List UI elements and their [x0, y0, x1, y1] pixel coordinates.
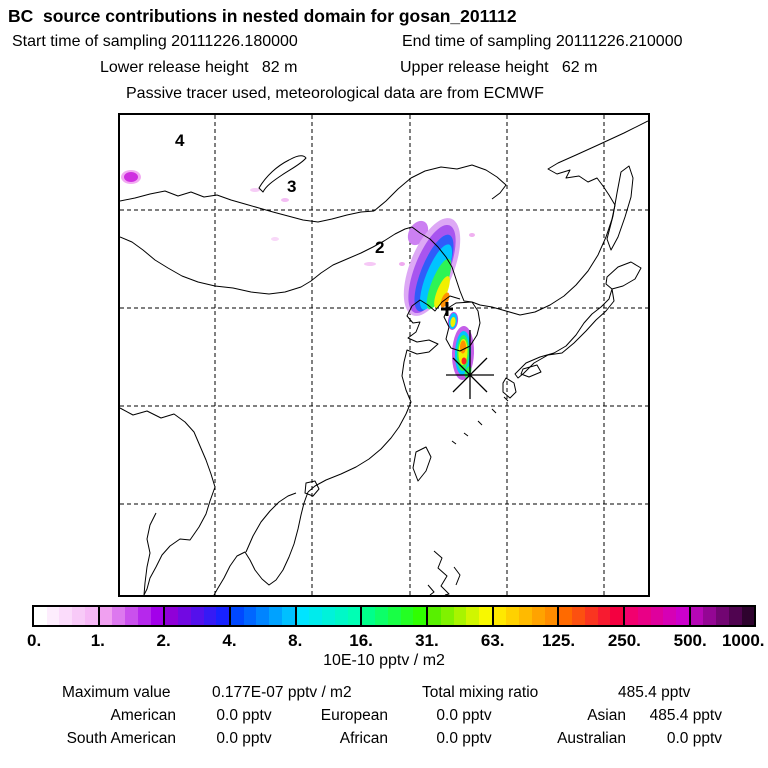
region-label: European	[320, 707, 388, 724]
island-hokkaido	[606, 262, 641, 289]
island-sakhalin	[607, 166, 633, 250]
upper-release-text: Upper release height 62 m	[400, 59, 598, 76]
colorbar-cell	[729, 607, 742, 625]
colorbar-cell	[598, 607, 611, 625]
nest-domain-label: 2	[375, 238, 385, 257]
colorbar-cell	[360, 607, 375, 625]
ryukyu-chain	[452, 397, 508, 444]
total-mixing-ratio-label: Total mixing ratio	[422, 684, 539, 701]
tracer-note-text: Passive tracer used, meteorological data are from ECMWF	[126, 85, 544, 102]
colorbar-cell	[348, 607, 361, 625]
colorbar-cell	[492, 607, 507, 625]
colorbar-tick-label: 2.	[156, 631, 171, 650]
region-label: Australian	[557, 730, 626, 747]
colorbar-tick-label: 125.	[541, 631, 576, 650]
colorbar-cell	[72, 607, 85, 625]
colorbar-tick-label: 0.	[27, 631, 42, 650]
colorbar-cell	[375, 607, 388, 625]
colorbar-cell	[59, 607, 72, 625]
coastline-vietnam	[214, 492, 308, 595]
colorbar-tick-label: 500.	[673, 631, 707, 650]
colorbar-cell	[689, 607, 704, 625]
colorbar-cell	[47, 607, 60, 625]
colorbar-cell	[663, 607, 676, 625]
region-value: 0.0 pptv	[666, 730, 722, 747]
map-frame	[118, 113, 650, 597]
colorbar-cell	[426, 607, 441, 625]
maximum-value-label: Maximum value	[62, 684, 171, 701]
colorbar-cell	[742, 607, 755, 625]
colorbar-cell	[401, 607, 414, 625]
lake-baikal	[259, 156, 306, 192]
colorbar-cell	[151, 607, 164, 625]
total-mixing-ratio-value: 485.4 pptv	[618, 684, 691, 701]
colorbar-tick-label: 8.	[288, 631, 303, 650]
end-time-text: End time of sampling 20111226.210000	[402, 33, 683, 50]
region-value: 485.4 pptv	[649, 707, 722, 724]
faint-tracer-spot	[281, 198, 289, 202]
nest-domain-label: 4	[175, 131, 185, 150]
colorbar-cell	[309, 607, 322, 625]
colorbar-tick-label: 1000.	[721, 631, 765, 650]
colorbar-cell	[519, 607, 532, 625]
island-kyushu	[503, 378, 516, 398]
colorbar-cell	[34, 607, 47, 625]
island-shikoku	[521, 365, 541, 377]
colorbar-cell	[335, 607, 348, 625]
map-canvas	[120, 115, 648, 595]
colorbar-cell	[413, 607, 426, 625]
border-ne-china	[374, 165, 506, 211]
colorbar-cell	[716, 607, 729, 625]
colorbar-cell	[322, 607, 335, 625]
colorbar-cell	[623, 607, 638, 625]
border-mongolia-north	[120, 191, 374, 222]
lower-release-text: Lower release height 82 m	[100, 59, 298, 76]
island-honshu	[515, 289, 614, 378]
colorbar-cell	[703, 607, 716, 625]
region-label: Asian	[587, 707, 626, 724]
colorbar-tick-label: 63.	[480, 631, 505, 650]
coastline-myanmar	[144, 513, 156, 595]
colorbar-cell	[216, 607, 229, 625]
colorbar-tick-label: 1.	[90, 631, 105, 650]
colorbar-cell	[572, 607, 585, 625]
colorbar-tick-label: 31.	[415, 631, 439, 650]
faint-tracer-spot	[271, 237, 279, 241]
colorbar-cell	[532, 607, 545, 625]
colorbar-cell	[85, 607, 98, 625]
region-value: 0.0 pptv	[436, 707, 492, 724]
region-label: South American	[66, 730, 176, 747]
colorbar-cell	[244, 607, 257, 625]
colorbar-cell	[557, 607, 572, 625]
colorbar-cell	[585, 607, 598, 625]
faint-tracer-spot	[364, 262, 376, 266]
graticule	[120, 115, 648, 595]
region-label: African	[339, 730, 388, 747]
colorbar-cell	[610, 607, 623, 625]
faint-tracer-spot	[250, 188, 260, 192]
colorbar-cell	[388, 607, 401, 625]
colorbar-cell	[466, 607, 479, 625]
colorbar	[32, 605, 756, 627]
colorbar-cell	[282, 607, 295, 625]
figure-title: BC source contributions in nested domain for gosan_201112	[8, 6, 517, 26]
islands-philippines	[428, 551, 460, 595]
colorbar-cell	[204, 607, 217, 625]
colorbar-cell	[676, 607, 689, 625]
colorbar-cell	[545, 607, 558, 625]
plume-layer	[462, 358, 467, 365]
colorbar-cell	[125, 607, 138, 625]
coastlines	[120, 121, 648, 595]
colorbar-cell	[191, 607, 204, 625]
border-laos	[246, 493, 296, 552]
region-stats-row	[0, 707, 768, 727]
island-taiwan	[413, 447, 431, 481]
region-label: American	[110, 707, 176, 724]
colorbar-tick-labels	[27, 631, 765, 651]
colorbar-cell	[295, 607, 310, 625]
nest-domain-labels	[175, 131, 384, 257]
nest-domain-label: 3	[287, 177, 297, 196]
colorbar-cell	[651, 607, 664, 625]
region-value: 0.0 pptv	[436, 730, 492, 747]
border-mongolia-south	[120, 227, 412, 294]
colorbar-tick-label: 4.	[222, 631, 237, 650]
colorbar-cell	[229, 607, 244, 625]
maximum-value: 0.177E-07 pptv / m2	[212, 684, 352, 701]
region-stats-row	[0, 730, 768, 750]
colorbar-cell	[256, 607, 269, 625]
coastline-china-east	[308, 296, 460, 492]
faint-tracer-spot	[124, 172, 138, 182]
colorbar-cell	[138, 607, 151, 625]
colorbar-cell	[178, 607, 191, 625]
faint-tracer-spot	[399, 262, 405, 266]
tracer-plume	[392, 211, 475, 381]
region-value: 0.0 pptv	[216, 730, 272, 747]
region-value: 0.0 pptv	[216, 707, 272, 724]
colorbar-cell	[98, 607, 113, 625]
colorbar-cell	[269, 607, 282, 625]
faint-tracer-spot	[469, 233, 475, 237]
colorbar-unit-label: 10E-10 pptv / m2	[323, 652, 445, 669]
colorbar-tick-label: 250.	[607, 631, 641, 650]
colorbar-tick-label: 16.	[349, 631, 373, 650]
border-himalaya-bengal	[120, 408, 215, 595]
colorbar-cell	[638, 607, 651, 625]
colorbar-cell	[441, 607, 454, 625]
colorbar-cell	[112, 607, 125, 625]
colorbar-cell	[454, 607, 467, 625]
colorbar-cell	[479, 607, 492, 625]
colorbar-cell	[163, 607, 178, 625]
colorbar-cell	[506, 607, 519, 625]
start-time-text: Start time of sampling 20111226.180000	[12, 33, 298, 50]
